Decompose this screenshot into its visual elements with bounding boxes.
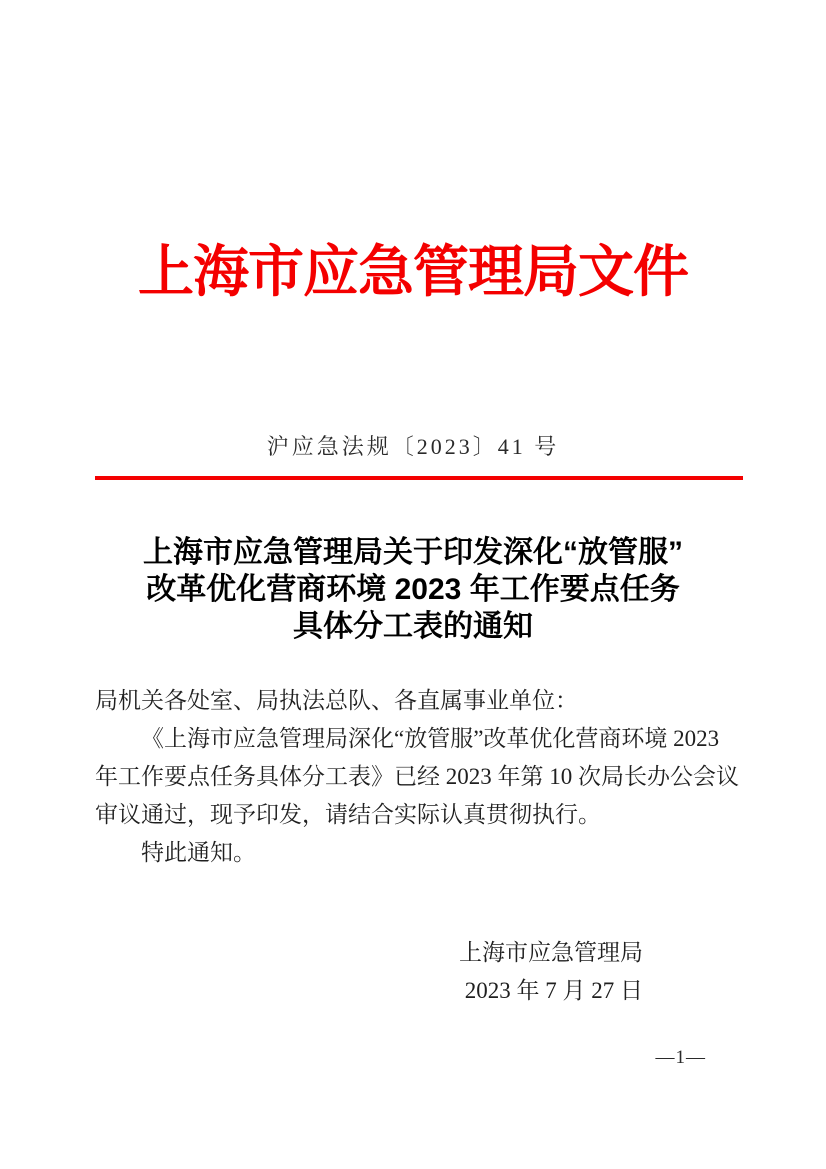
signature-block [95, 934, 643, 1010]
letterhead-org-title: 上海市应急管理局文件 [138, 240, 688, 303]
signature-org-name: 上海市应急管理局 [459, 940, 643, 965]
body-paragraph-line: 审议通过，现予印发，请结合实际认真贯彻执行。 [95, 802, 601, 827]
document-reference-number: 沪应急法规〔2023〕41 号 [266, 434, 560, 459]
body-closing-line: 特此通知。 [141, 840, 256, 865]
body-paragraph-line: 年工作要点任务具体分工表》已经 2023 年第 10 次局长办公会议 [95, 764, 739, 789]
body-paragraph-line: 《上海市应急管理局深化“放管服”改革优化营商环境 2023 [141, 726, 720, 751]
page-number: —1— [655, 1047, 706, 1068]
notice-title-line-1: 上海市应急管理局关于印发深化“放管服” [143, 536, 683, 569]
salutation-line: 局机关各处室、局执法总队、各直属事业单位： [95, 688, 578, 713]
notice-title-line-3: 具体分工表的通知 [293, 610, 533, 643]
red-separator-rule [95, 476, 743, 480]
notice-title-line-2: 改革优化营商环境 2023 年工作要点任务 [146, 573, 680, 606]
signature-date: 2023 年 7 月 27 日 [464, 978, 643, 1003]
notice-title [0, 534, 826, 645]
notice-body [95, 682, 743, 872]
